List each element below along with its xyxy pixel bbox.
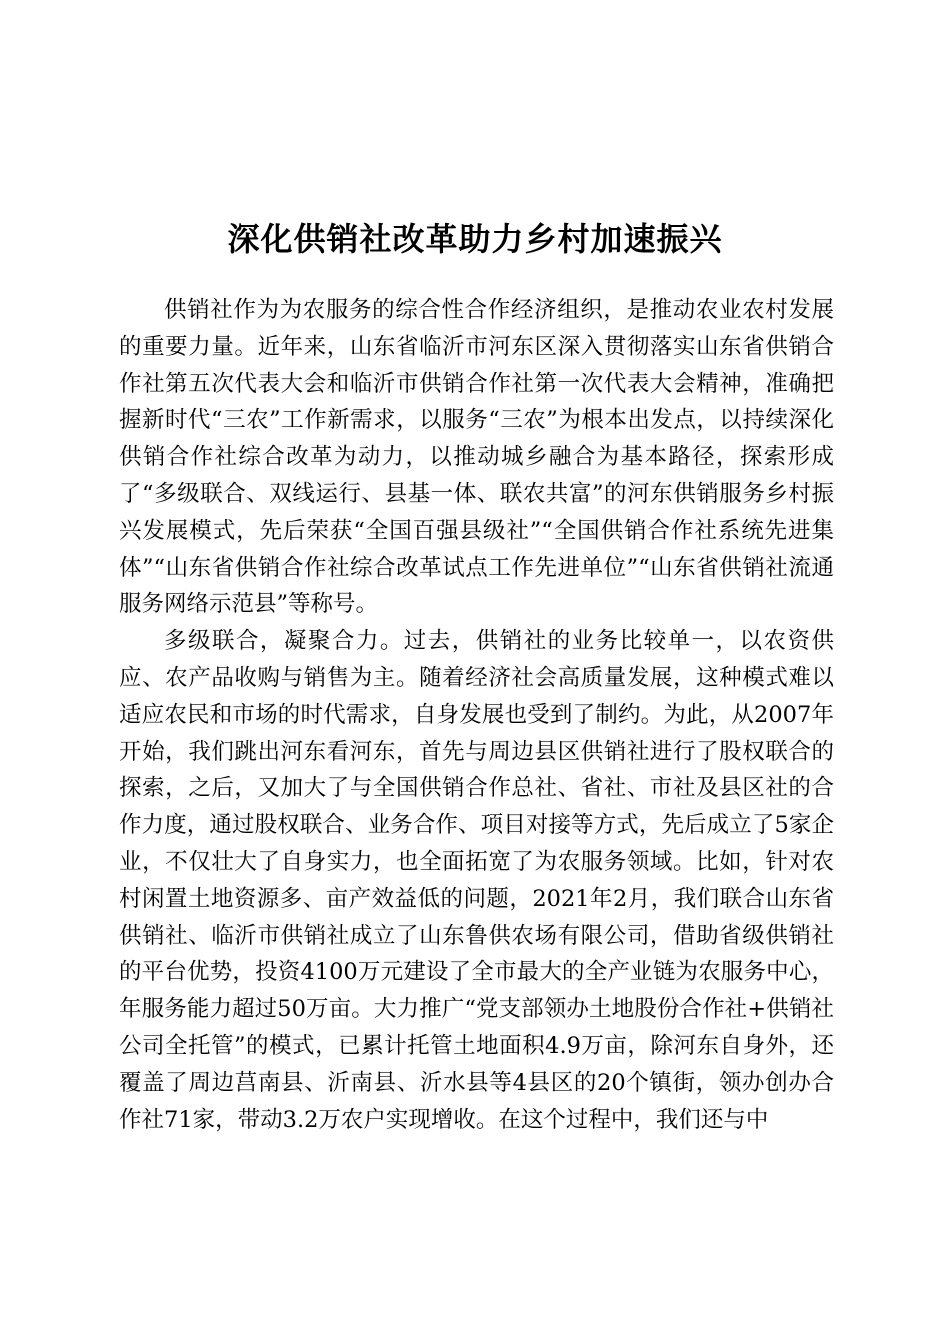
document-body	[119, 292, 834, 1138]
paragraph-multi-level-union: 多级联合，凝聚合力。过去，供销社的业务比较单一，以农资供应、农产品收购与销售为主。随着经济社会高质量发展，这种模式难以适应农民和市场的时代需求，自身发展也受到了制约。为此，从2007年开始，我们跳出河东看河东，首先与周边县区供销社进行了股权联合的探索，之后，又加大了与全国供销合作总社、省社、市社及县区社的合作力度，通过股权联合、业务合作、项目对接等方式，先后成立了5家企业，不仅壮大了自身实力，也全面拓宽了为农服务领域。比如，针对农村闲置土地资源多、亩产效益低的问题，2021年2月，我们联合山东省供销社、临沂市供销社成立了山东鲁供农场有限公司，借助省级供销社的平台优势，投资4100万元建设了全市最大的全产业链为农服务中心，年服务能力超过50万亩。大力推广“党支部领办土地股份合作社+供销社公司全托管”的模式，已累计托管土地面积4.9万亩，除河东自身外，还覆盖了周边莒南县、沂南县、沂水县等4县区的20个镇街，领办创办合作社71家，带动3.2万农户实现增收。在这个过程中，我们还与中	[119, 628, 834, 1133]
paragraph-intro: 供销社作为为农服务的综合性合作经济组织，是推动农业农村发展的重要力量。近年来，山东省临沂市河东区深入贯彻落实山东省供销合作社第五次代表大会和临沂市供销合作社第一次代表大会精神，准确把握新时代“三农”工作新需求，以服务“三农”为根本出发点，以持续深化供销合作社综合改革为动力，以推动城乡融合为基本路径，探索形成了“多级联合、双线运行、县基一体、联农共富”的河东供销服务乡村振兴发展模式，先后荣获“全国百强县级社”“全国供销合作社系统先进集体”“山东省供销合作社综合改革试点工作先进单位”“山东省供销社流通服务网络示范县”等称号。	[119, 297, 834, 618]
document-title: 深化供销社改革助力乡村加速振兴	[227, 220, 723, 259]
